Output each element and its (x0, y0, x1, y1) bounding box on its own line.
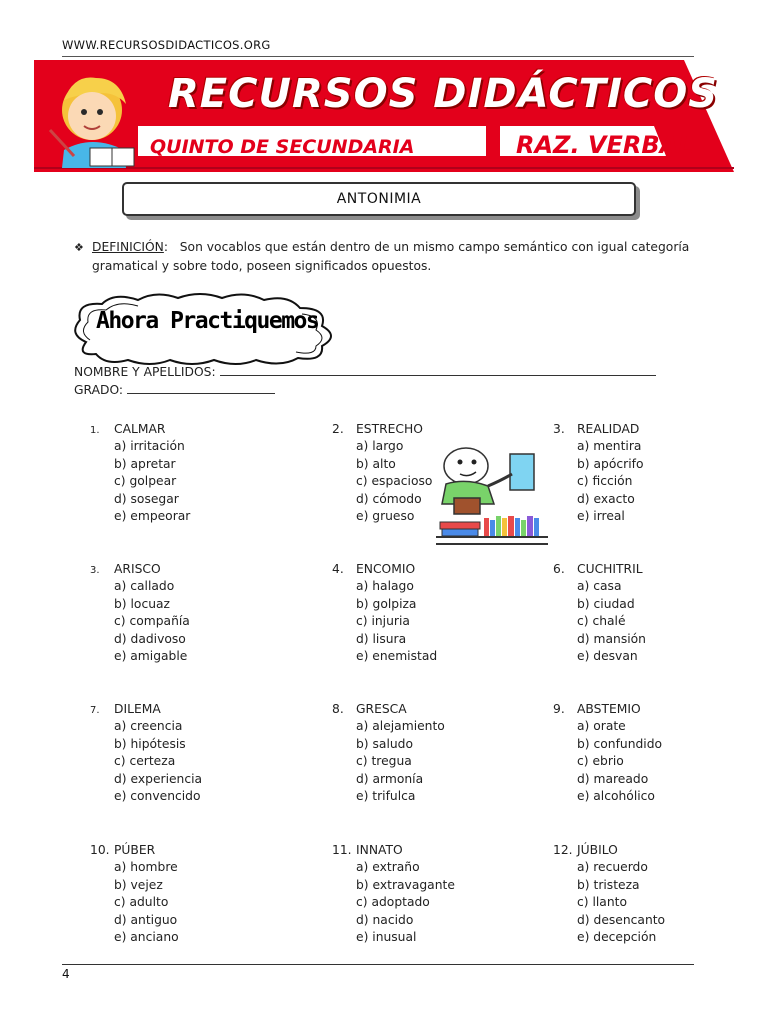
question-item (553, 420, 643, 526)
question-word: DILEMA (114, 702, 161, 716)
answer-option[interactable]: a) halago (356, 579, 414, 593)
answer-option[interactable]: e) anciano (114, 930, 179, 944)
question-item (553, 841, 665, 947)
answer-option[interactable]: e) alcohólico (577, 789, 655, 803)
question-number: 6. (553, 562, 565, 576)
question-item (90, 841, 179, 947)
answer-option[interactable]: b) ciudad (577, 596, 635, 611)
answer-option[interactable]: c) espacioso (356, 474, 433, 488)
question-word: GRESCA (356, 702, 407, 716)
answer-option[interactable]: e) irreal (577, 509, 625, 523)
grade-label: QUINTO DE SECUNDARIA (150, 136, 415, 158)
question-item (553, 560, 646, 666)
question-number: 8. (332, 702, 344, 716)
answer-option[interactable]: d) desencanto (577, 912, 666, 927)
answer-option[interactable]: e) inusual (356, 930, 417, 944)
answer-option[interactable]: b) vejez (114, 877, 163, 892)
answer-option[interactable]: e) convencido (114, 789, 201, 803)
question-head (553, 700, 662, 718)
question-head (90, 700, 202, 718)
definition-block (74, 238, 714, 276)
definition-label: DEFINICIÓN (92, 240, 164, 254)
question-item (553, 700, 662, 806)
name-blank[interactable] (220, 363, 656, 376)
answer-option[interactable]: e) empeorar (114, 509, 191, 523)
question-item (90, 560, 190, 666)
teacher-with-books-icon (432, 440, 554, 548)
question-head (90, 420, 190, 438)
answer-option[interactable]: c) ficción (577, 474, 633, 488)
answer-option[interactable]: b) saludo (356, 736, 413, 751)
answer-option[interactable]: b) apócrifo (577, 456, 644, 471)
question-item (90, 700, 202, 806)
banner-title: RECURSOS DIDÁCTICOS (168, 71, 719, 117)
answer-option[interactable]: d) mareado (577, 771, 649, 786)
answer-option[interactable]: b) extravagante (356, 877, 455, 892)
footer-divider (62, 964, 694, 965)
answer-option[interactable]: a) orate (577, 719, 626, 733)
question-number: 7. (90, 705, 100, 716)
question-number: 4. (332, 562, 344, 576)
question-head (90, 841, 179, 859)
answer-option[interactable]: c) tregua (356, 754, 412, 768)
answer-option[interactable]: b) tristeza (577, 877, 640, 892)
question-word: CUCHITRIL (577, 562, 643, 576)
grade-blank[interactable] (127, 381, 275, 394)
definition-text-line1: Son vocablos que están dentro de un mismo campo semántico con igual categoría (179, 240, 690, 254)
question-head (332, 560, 437, 578)
question-number: 11. (332, 843, 352, 857)
answer-option[interactable]: a) extraño (356, 860, 420, 874)
question-word: PÚBER (114, 843, 156, 857)
question-number: 2. (332, 422, 344, 436)
answer-option[interactable]: e) decepción (577, 930, 657, 944)
question-item (90, 420, 190, 526)
diamond-bullet-icon: ❖ (74, 241, 84, 254)
answer-option[interactable]: d) experiencia (114, 771, 203, 786)
answer-option[interactable]: c) ebrio (577, 754, 624, 768)
answer-option[interactable]: c) compañía (114, 614, 190, 628)
answer-option[interactable]: c) llanto (577, 895, 627, 909)
answer-option[interactable]: d) dadivoso (114, 631, 186, 646)
answer-option[interactable]: a) hombre (114, 860, 178, 874)
question-word: INNATO (356, 843, 403, 857)
definition-text-line2: gramatical y sobre todo, poseen significados opuestos. (92, 259, 432, 273)
answer-option[interactable]: c) injuria (356, 614, 410, 628)
answer-option[interactable]: a) irritación (114, 439, 185, 453)
question-word: REALIDAD (577, 422, 640, 436)
question-number: 9. (553, 702, 565, 716)
answer-option[interactable]: e) grueso (356, 509, 415, 523)
question-number: 12. (553, 843, 573, 857)
answer-option[interactable]: a) mentira (577, 439, 642, 453)
question-head (553, 420, 643, 438)
answer-option[interactable]: d) cómodo (356, 491, 422, 506)
question-item (332, 700, 445, 806)
question-number: 10. (90, 843, 110, 857)
question-item (332, 841, 455, 947)
answer-option[interactable]: c) chalé (577, 614, 626, 628)
answer-option[interactable]: d) exacto (577, 491, 635, 506)
question-head (553, 560, 646, 578)
answer-option[interactable]: e) trifulca (356, 789, 416, 803)
definition-colon: : (163, 240, 180, 254)
site-url: WWW.RECURSOSDIDACTICOS.ORG (62, 38, 271, 52)
grade-field-label: GRADO: (74, 383, 124, 397)
answer-option[interactable]: e) amigable (114, 649, 188, 663)
answer-option[interactable]: a) alejamiento (356, 719, 445, 733)
question-head (332, 841, 455, 859)
answer-option[interactable]: c) golpear (114, 474, 177, 488)
question-word: CALMAR (114, 422, 166, 436)
answer-option[interactable]: d) armonía (356, 771, 424, 786)
question-head (90, 560, 190, 578)
topic-title: ANTONIMIA (122, 182, 636, 216)
name-field[interactable] (74, 363, 656, 379)
header-divider (62, 56, 694, 57)
answer-option[interactable]: d) lisura (356, 631, 407, 646)
answer-option[interactable]: d) sosegar (114, 491, 179, 506)
answer-option[interactable]: a) creencia (114, 719, 183, 733)
question-word: JÚBILO (577, 843, 618, 857)
question-head (553, 841, 665, 859)
answer-option[interactable]: b) confundido (577, 736, 663, 751)
question-word: ARISCO (114, 562, 161, 576)
answer-option[interactable]: d) mansión (577, 631, 646, 646)
question-number: 3. (553, 422, 565, 436)
answer-option[interactable]: a) recuerdo (577, 860, 648, 874)
answer-option[interactable]: d) nacido (356, 912, 414, 927)
answer-option[interactable]: b) golpiza (356, 596, 417, 611)
answer-option[interactable]: e) desvan (577, 649, 638, 663)
answer-option[interactable]: c) adulto (114, 895, 169, 909)
answer-option[interactable]: c) certeza (114, 754, 176, 768)
answer-option[interactable]: c) adoptado (356, 895, 430, 909)
answer-option[interactable]: d) antiguo (114, 912, 178, 927)
answer-option[interactable]: a) casa (577, 579, 622, 593)
question-word: ENCOMIO (356, 562, 416, 576)
practice-banner-text: Ahora Practiquemos (96, 308, 319, 334)
answer-option[interactable]: b) locuaz (114, 596, 170, 611)
question-item (332, 420, 432, 526)
subject-label: RAZ. VERBAL (516, 131, 694, 159)
question-item (332, 560, 437, 666)
grade-field[interactable] (74, 381, 275, 397)
name-label: NOMBRE Y APELLIDOS: (74, 365, 216, 379)
answer-option[interactable]: b) alto (356, 456, 396, 471)
question-head (332, 420, 432, 438)
page-number: 4 (62, 967, 70, 981)
question-number: 1. (90, 425, 100, 436)
answer-option[interactable]: b) hipótesis (114, 736, 186, 751)
answer-option[interactable]: b) apretar (114, 456, 176, 471)
question-number: 3. (90, 565, 100, 576)
question-word: ABSTEMIO (577, 702, 641, 716)
answer-option[interactable]: a) largo (356, 439, 404, 453)
question-head (332, 700, 445, 718)
answer-option[interactable]: e) enemistad (356, 649, 438, 663)
answer-option[interactable]: a) callado (114, 579, 175, 593)
question-word: ESTRECHO (356, 422, 423, 436)
